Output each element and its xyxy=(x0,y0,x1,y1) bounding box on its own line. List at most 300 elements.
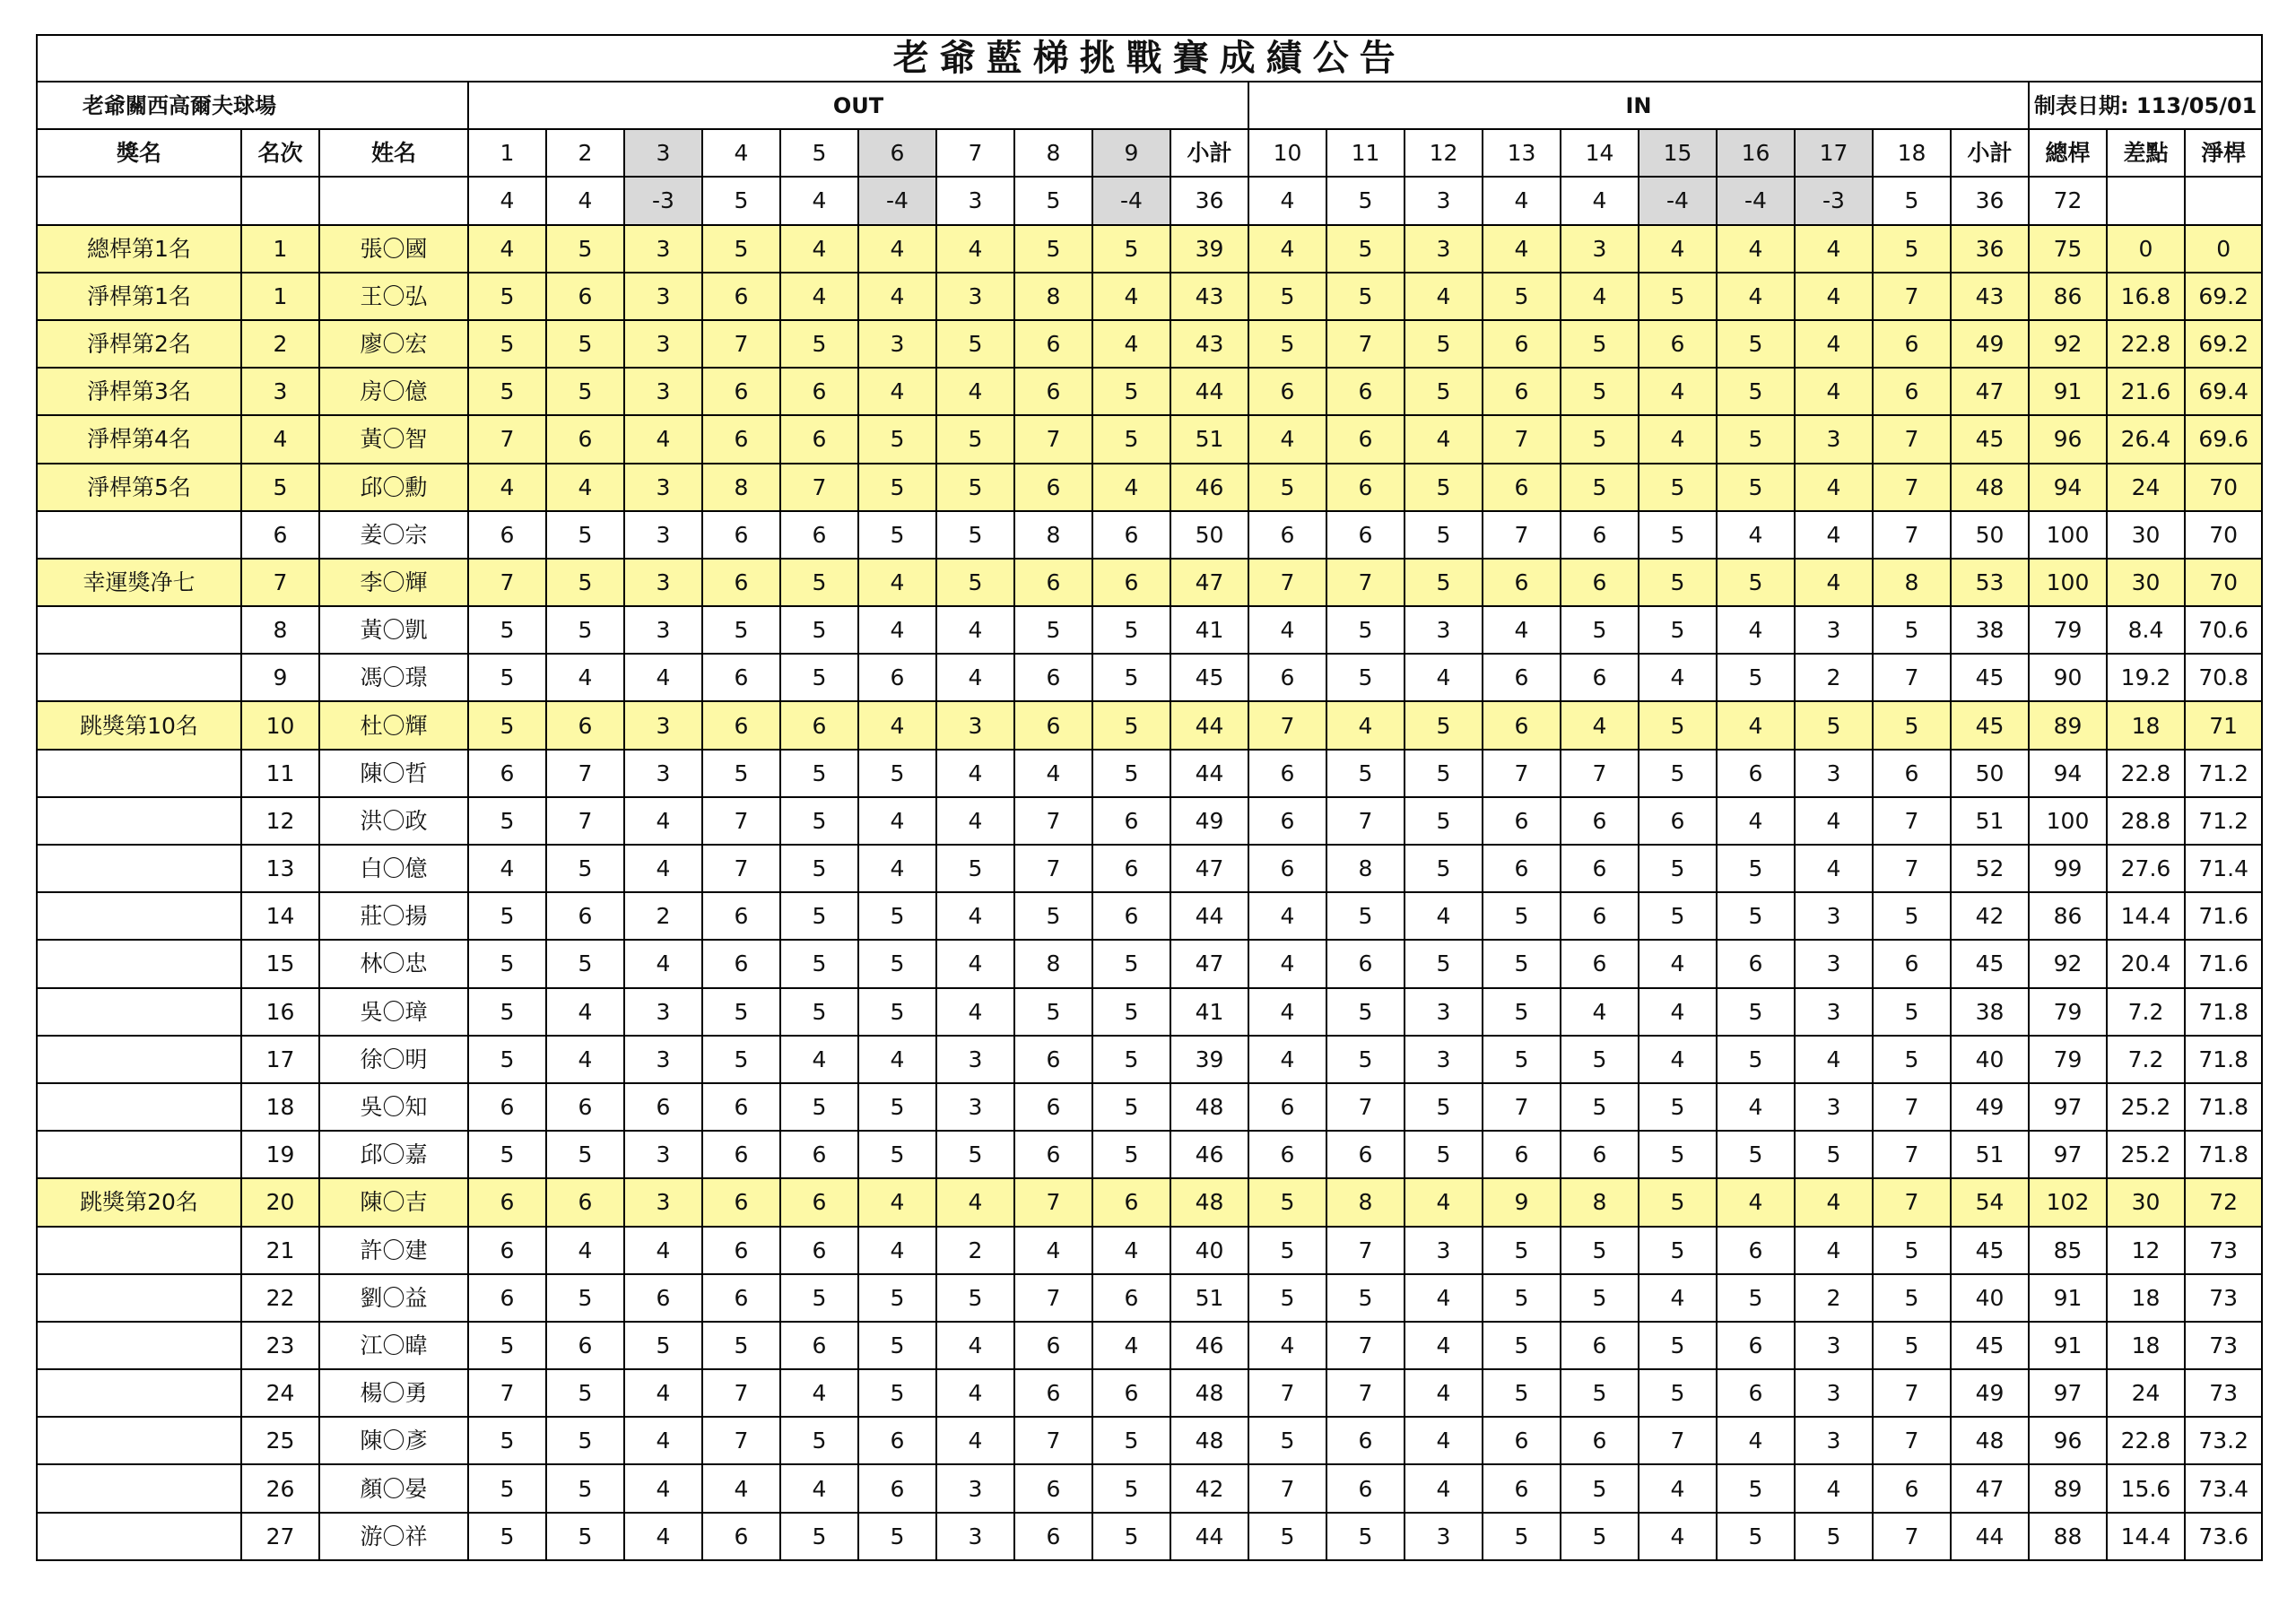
net-cell: 71 xyxy=(2185,701,2262,749)
player-name-cell: 洪〇政 xyxy=(319,797,468,845)
hole-score-cell: 5 xyxy=(1326,606,1405,654)
hole-score-cell: 4 xyxy=(624,845,702,892)
gross-cell: 97 xyxy=(2029,1083,2107,1131)
hole-score-cell: 7 xyxy=(1014,845,1092,892)
hole-score-cell: 6 xyxy=(702,1178,780,1226)
hole-score-cell: 6 xyxy=(780,368,858,415)
hole-score-cell: 5 xyxy=(468,654,546,701)
hole-score-cell: 4 xyxy=(858,606,936,654)
rank-cell: 12 xyxy=(241,797,319,845)
in-label: IN xyxy=(1248,82,2029,129)
award-cell xyxy=(37,1227,241,1274)
award-cell: 淨桿第5名 xyxy=(37,464,241,511)
par-cell: 4 xyxy=(1248,177,1326,224)
hole-score-cell: 7 xyxy=(1639,1417,1717,1464)
hole-score-cell: 6 xyxy=(546,273,624,320)
hole-score-cell: 6 xyxy=(1717,1227,1795,1274)
hole-score-cell: 5 xyxy=(546,845,624,892)
hole-score-cell: 5 xyxy=(1014,225,1092,273)
hole-score-cell: 6 xyxy=(624,1274,702,1322)
hole-score-cell: 6 xyxy=(1717,750,1795,797)
net-cell: 70 xyxy=(2185,511,2262,559)
hole-score-cell: 6 xyxy=(1561,797,1639,845)
hole-score-cell: 3 xyxy=(624,464,702,511)
in-subtotal-cell: 49 xyxy=(1951,1083,2029,1131)
out-subtotal-cell: 45 xyxy=(1170,654,1248,701)
gross-cell: 91 xyxy=(2029,368,2107,415)
handicap-cell: 18 xyxy=(2107,1322,2185,1369)
hole-score-cell: 5 xyxy=(468,940,546,987)
player-name-cell: 邱〇勳 xyxy=(319,464,468,511)
hole-score-cell: 5 xyxy=(858,988,936,1036)
hole-score-cell: 5 xyxy=(936,415,1014,463)
hole-score-cell: 5 xyxy=(1639,701,1717,749)
par-cell: 36 xyxy=(1951,177,2029,224)
hole-score-cell: 7 xyxy=(1873,464,1951,511)
gross-cell: 89 xyxy=(2029,701,2107,749)
hole-score-cell: 4 xyxy=(1248,1036,1326,1083)
hole-score-cell: 5 xyxy=(1405,940,1483,987)
hole-11-header: 11 xyxy=(1326,129,1405,177)
hole-score-cell: 4 xyxy=(546,464,624,511)
hole-score-cell: 5 xyxy=(1873,988,1951,1036)
hole-score-cell: 5 xyxy=(468,701,546,749)
hole-score-cell: 6 xyxy=(468,1178,546,1226)
hole-score-cell: 7 xyxy=(1014,1178,1092,1226)
hole-score-cell: 4 xyxy=(1405,892,1483,940)
hole-score-cell: 4 xyxy=(1248,1322,1326,1369)
page-title: 老爺藍梯挑戰賽成績公告 xyxy=(37,35,2262,82)
hole-score-cell: 5 xyxy=(1326,750,1405,797)
hole-score-cell: 5 xyxy=(1483,1513,1561,1560)
hole-15-header: 15 xyxy=(1639,129,1717,177)
player-name-cell: 楊〇勇 xyxy=(319,1369,468,1417)
hole-score-cell: 5 xyxy=(858,464,936,511)
hole-score-cell: 4 xyxy=(1014,750,1092,797)
net-cell: 71.8 xyxy=(2185,1131,2262,1178)
net-cell: 71.4 xyxy=(2185,845,2262,892)
player-name-cell: 陳〇吉 xyxy=(319,1178,468,1226)
hole-score-cell: 4 xyxy=(1561,988,1639,1036)
hole-score-cell: 5 xyxy=(546,1464,624,1512)
hole-score-cell: 6 xyxy=(1248,750,1326,797)
gross-cell: 100 xyxy=(2029,559,2107,606)
hole-score-cell: 6 xyxy=(1561,511,1639,559)
hole-16-header: 16 xyxy=(1717,129,1795,177)
award-cell xyxy=(37,988,241,1036)
hole-score-cell: 6 xyxy=(780,1227,858,1274)
hole-score-cell: 5 xyxy=(1248,1178,1326,1226)
gross-cell: 94 xyxy=(2029,750,2107,797)
gross-cell: 89 xyxy=(2029,1464,2107,1512)
hole-score-cell: 6 xyxy=(1561,940,1639,987)
hole-10-header: 10 xyxy=(1248,129,1326,177)
hole-score-cell: 4 xyxy=(624,654,702,701)
hole-score-cell: 5 xyxy=(546,940,624,987)
hole-score-cell: 5 xyxy=(1717,415,1795,463)
hole-score-cell: 4 xyxy=(1092,1322,1170,1369)
hole-score-cell: 5 xyxy=(1639,464,1717,511)
hole-score-cell: 4 xyxy=(1248,606,1326,654)
hole-score-cell: 5 xyxy=(1639,1322,1717,1369)
hole-score-cell: 5 xyxy=(1717,654,1795,701)
hole-score-cell: 5 xyxy=(936,845,1014,892)
hole-score-cell: 3 xyxy=(624,606,702,654)
handicap-cell: 22.8 xyxy=(2107,750,2185,797)
hole-score-cell: 5 xyxy=(1092,1464,1170,1512)
net-cell: 73.6 xyxy=(2185,1513,2262,1560)
out-subtotal-cell: 47 xyxy=(1170,559,1248,606)
in-subtotal-cell: 36 xyxy=(1951,225,2029,273)
in-subtotal-cell: 42 xyxy=(1951,892,2029,940)
hole-score-cell: 5 xyxy=(468,1513,546,1560)
hole-score-cell: 9 xyxy=(1483,1178,1561,1226)
rank-cell: 21 xyxy=(241,1227,319,1274)
hole-score-cell: 6 xyxy=(1483,845,1561,892)
par-name-blank xyxy=(319,177,468,224)
net-cell: 0 xyxy=(2185,225,2262,273)
net-header: 淨桿 xyxy=(2185,129,2262,177)
hole-score-cell: 5 xyxy=(1483,1274,1561,1322)
hole-score-cell: 6 xyxy=(702,273,780,320)
hole-score-cell: 4 xyxy=(780,1464,858,1512)
hole-score-cell: 5 xyxy=(780,750,858,797)
net-cell: 73 xyxy=(2185,1369,2262,1417)
in-subtotal-cell: 47 xyxy=(1951,1464,2029,1512)
hole-score-cell: 4 xyxy=(702,1464,780,1512)
par-cell: 4 xyxy=(468,177,546,224)
hole-score-cell: 6 xyxy=(702,559,780,606)
hole-score-cell: 6 xyxy=(780,701,858,749)
hole-score-cell: 5 xyxy=(1092,1131,1170,1178)
hole-score-cell: 7 xyxy=(702,1369,780,1417)
hole-6-header: 6 xyxy=(858,129,936,177)
net-cell: 69.6 xyxy=(2185,415,2262,463)
hole-score-cell: 5 xyxy=(1873,892,1951,940)
handicap-cell: 27.6 xyxy=(2107,845,2185,892)
gross-cell: 85 xyxy=(2029,1227,2107,1274)
rank-cell: 3 xyxy=(241,368,319,415)
hole-score-cell: 8 xyxy=(702,464,780,511)
gross-cell: 75 xyxy=(2029,225,2107,273)
hole-score-cell: 5 xyxy=(1717,368,1795,415)
hole-score-cell: 3 xyxy=(1795,415,1873,463)
hole-score-cell: 3 xyxy=(1405,988,1483,1036)
hole-score-cell: 7 xyxy=(1873,1417,1951,1464)
out-subtotal-cell: 48 xyxy=(1170,1369,1248,1417)
out-subtotal-cell: 41 xyxy=(1170,606,1248,654)
rank-cell: 24 xyxy=(241,1369,319,1417)
hole-score-cell: 4 xyxy=(1717,1178,1795,1226)
hole-score-cell: 5 xyxy=(1561,368,1639,415)
hole-score-cell: 6 xyxy=(702,511,780,559)
player-name-cell: 姜〇宗 xyxy=(319,511,468,559)
hole-score-cell: 5 xyxy=(1639,1369,1717,1417)
hole-score-cell: 6 xyxy=(1014,1322,1092,1369)
hole-score-cell: 6 xyxy=(1483,464,1561,511)
hole-score-cell: 5 xyxy=(1639,511,1717,559)
hole-score-cell: 3 xyxy=(1795,892,1873,940)
table-row xyxy=(37,1227,2262,1274)
hole-score-cell: 4 xyxy=(936,1178,1014,1226)
hole-score-cell: 5 xyxy=(1405,1131,1483,1178)
award-cell xyxy=(37,1369,241,1417)
par-cell: 4 xyxy=(1483,177,1561,224)
hole-score-cell: 4 xyxy=(624,1417,702,1464)
hole-score-cell: 5 xyxy=(702,606,780,654)
hole-score-cell: 6 xyxy=(1326,1417,1405,1464)
handicap-cell: 15.6 xyxy=(2107,1464,2185,1512)
gross-cell: 100 xyxy=(2029,797,2107,845)
hole-score-cell: 5 xyxy=(468,1322,546,1369)
hole-score-cell: 4 xyxy=(546,654,624,701)
hole-score-cell: 4 xyxy=(1717,225,1795,273)
gross-cell: 79 xyxy=(2029,606,2107,654)
hole-score-cell: 5 xyxy=(1405,464,1483,511)
hole-score-cell: 6 xyxy=(1092,1369,1170,1417)
hole-score-cell: 6 xyxy=(1014,1513,1092,1560)
hole-2-header: 2 xyxy=(546,129,624,177)
hole-score-cell: 5 xyxy=(1639,273,1717,320)
hole-score-cell: 7 xyxy=(1873,1131,1951,1178)
hole-score-cell: 6 xyxy=(1561,654,1639,701)
hole-score-cell: 5 xyxy=(858,415,936,463)
hole-score-cell: 5 xyxy=(1561,1464,1639,1512)
gross-cell: 96 xyxy=(2029,1417,2107,1464)
hole-score-cell: 4 xyxy=(1639,988,1717,1036)
hole-score-cell: 6 xyxy=(1014,464,1092,511)
handicap-cell: 18 xyxy=(2107,701,2185,749)
handicap-cell: 25.2 xyxy=(2107,1083,2185,1131)
par-cell: -4 xyxy=(858,177,936,224)
hole-score-cell: 4 xyxy=(936,988,1014,1036)
gross-cell: 96 xyxy=(2029,415,2107,463)
hole-score-cell: 3 xyxy=(936,1083,1014,1131)
hole-score-cell: 4 xyxy=(936,606,1014,654)
hole-score-cell: 5 xyxy=(1639,845,1717,892)
hole-12-header: 12 xyxy=(1405,129,1483,177)
hole-score-cell: 4 xyxy=(1483,225,1561,273)
hole-score-cell: 5 xyxy=(1483,1036,1561,1083)
hole-score-cell: 5 xyxy=(1873,701,1951,749)
hole-score-cell: 5 xyxy=(1717,1464,1795,1512)
hole-score-cell: 5 xyxy=(1326,892,1405,940)
report-date: 制表日期: 113/05/01 xyxy=(2029,82,2262,129)
hole-score-cell: 5 xyxy=(1405,845,1483,892)
hole-score-cell: 5 xyxy=(1092,988,1170,1036)
out-subtotal-cell: 51 xyxy=(1170,1274,1248,1322)
hole-score-cell: 7 xyxy=(1873,1178,1951,1226)
gross-cell: 94 xyxy=(2029,464,2107,511)
hole-score-cell: 7 xyxy=(1326,1369,1405,1417)
out-subtotal-cell: 39 xyxy=(1170,225,1248,273)
hole-score-cell: 5 xyxy=(1405,559,1483,606)
hole-score-cell: 5 xyxy=(1717,320,1795,368)
hole-score-cell: 4 xyxy=(1405,273,1483,320)
hole-4-header: 4 xyxy=(702,129,780,177)
hole-score-cell: 6 xyxy=(468,511,546,559)
in-subtotal-cell: 40 xyxy=(1951,1274,2029,1322)
rank-cell: 1 xyxy=(241,273,319,320)
hole-score-cell: 7 xyxy=(1326,797,1405,845)
net-cell: 69.2 xyxy=(2185,320,2262,368)
hole-score-cell: 6 xyxy=(1717,1369,1795,1417)
handicap-cell: 16.8 xyxy=(2107,273,2185,320)
hole-score-cell: 5 xyxy=(1483,1369,1561,1417)
hole-score-cell: 6 xyxy=(546,415,624,463)
player-name-cell: 陳〇彥 xyxy=(319,1417,468,1464)
net-cell: 73.4 xyxy=(2185,1464,2262,1512)
hole-score-cell: 4 xyxy=(858,273,936,320)
out-subtotal-cell: 40 xyxy=(1170,1227,1248,1274)
rank-cell: 4 xyxy=(241,415,319,463)
hole-score-cell: 4 xyxy=(780,273,858,320)
hole-score-cell: 6 xyxy=(702,1274,780,1322)
hole-score-cell: 5 xyxy=(1639,1083,1717,1131)
hole-score-cell: 5 xyxy=(546,1513,624,1560)
hole-score-cell: 4 xyxy=(546,988,624,1036)
hole-score-cell: 4 xyxy=(1795,1036,1873,1083)
hole-14-header: 14 xyxy=(1561,129,1639,177)
rank-header: 名次 xyxy=(241,129,319,177)
rank-cell: 15 xyxy=(241,940,319,987)
hole-score-cell: 3 xyxy=(1795,1369,1873,1417)
hole-score-cell: 5 xyxy=(936,320,1014,368)
hole-score-cell: 5 xyxy=(1248,1513,1326,1560)
rank-cell: 11 xyxy=(241,750,319,797)
hole-score-cell: 4 xyxy=(936,750,1014,797)
hole-score-cell: 5 xyxy=(1405,368,1483,415)
hole-score-cell: 6 xyxy=(1717,1322,1795,1369)
net-cell: 70.8 xyxy=(2185,654,2262,701)
hole-score-cell: 5 xyxy=(858,1322,936,1369)
par-net-blank xyxy=(2185,177,2262,224)
par-rank-blank xyxy=(241,177,319,224)
in-subtotal-cell: 48 xyxy=(1951,1417,2029,1464)
hole-score-cell: 4 xyxy=(1248,988,1326,1036)
hole-score-cell: 5 xyxy=(1248,320,1326,368)
hole-score-cell: 5 xyxy=(1248,1417,1326,1464)
hole-score-cell: 4 xyxy=(1795,559,1873,606)
par-cell: 5 xyxy=(1873,177,1951,224)
hole-score-cell: 5 xyxy=(1873,606,1951,654)
rank-cell: 13 xyxy=(241,845,319,892)
hole-score-cell: 4 xyxy=(624,1464,702,1512)
hole-score-cell: 7 xyxy=(1873,511,1951,559)
gross-cell: 91 xyxy=(2029,1322,2107,1369)
hole-score-cell: 5 xyxy=(1561,415,1639,463)
hole-score-cell: 4 xyxy=(936,1417,1014,1464)
hole-score-cell: 6 xyxy=(1326,511,1405,559)
hole-score-cell: 8 xyxy=(1326,845,1405,892)
net-cell: 71.2 xyxy=(2185,750,2262,797)
award-cell xyxy=(37,940,241,987)
table-row xyxy=(37,654,2262,701)
hole-score-cell: 5 xyxy=(1873,1227,1951,1274)
out-subtotal-cell: 44 xyxy=(1170,368,1248,415)
hole-score-cell: 6 xyxy=(1326,368,1405,415)
hole-score-cell: 5 xyxy=(858,1513,936,1560)
hole-5-header: 5 xyxy=(780,129,858,177)
player-name-cell: 許〇建 xyxy=(319,1227,468,1274)
hole-score-cell: 5 xyxy=(1639,559,1717,606)
venue-name: 老爺關西高爾夫球場 xyxy=(37,82,468,129)
hole-score-cell: 3 xyxy=(624,273,702,320)
hole-score-cell: 4 xyxy=(1405,1178,1483,1226)
hole-score-cell: 6 xyxy=(1561,1322,1639,1369)
hole-score-cell: 5 xyxy=(1483,273,1561,320)
award-header: 獎名 xyxy=(37,129,241,177)
hole-score-cell: 4 xyxy=(1405,1417,1483,1464)
table-row xyxy=(37,415,2262,463)
hole-score-cell: 4 xyxy=(1405,1322,1483,1369)
hole-score-cell: 5 xyxy=(1639,606,1717,654)
award-cell xyxy=(37,1083,241,1131)
award-cell: 跳獎第10名 xyxy=(37,701,241,749)
hole-score-cell: 8 xyxy=(1014,511,1092,559)
hole-score-cell: 5 xyxy=(1405,701,1483,749)
hole-score-cell: 2 xyxy=(1795,1274,1873,1322)
in-subtotal-cell: 49 xyxy=(1951,320,2029,368)
hole-score-cell: 6 xyxy=(1014,701,1092,749)
hole-score-cell: 5 xyxy=(1248,464,1326,511)
hole-score-cell: 3 xyxy=(624,750,702,797)
in-subtotal-cell: 51 xyxy=(1951,797,2029,845)
rank-cell: 5 xyxy=(241,464,319,511)
hole-score-cell: 4 xyxy=(1795,1178,1873,1226)
name-header: 姓名 xyxy=(319,129,468,177)
hole-score-cell: 4 xyxy=(1639,1274,1717,1322)
hole-score-cell: 5 xyxy=(858,511,936,559)
hole-score-cell: 5 xyxy=(1405,1083,1483,1131)
hole-score-cell: 4 xyxy=(858,1036,936,1083)
hole-score-cell: 6 xyxy=(1561,1131,1639,1178)
hole-score-cell: 6 xyxy=(702,654,780,701)
out-subtotal-cell: 48 xyxy=(1170,1417,1248,1464)
out-subtotal-cell: 42 xyxy=(1170,1464,1248,1512)
hole-score-cell: 4 xyxy=(1405,1369,1483,1417)
hole-score-cell: 6 xyxy=(1483,701,1561,749)
hole-score-cell: 7 xyxy=(1483,415,1561,463)
hole-8-header: 8 xyxy=(1014,129,1092,177)
net-cell: 71.8 xyxy=(2185,1083,2262,1131)
in-subtotal-cell: 50 xyxy=(1951,511,2029,559)
hole-score-cell: 5 xyxy=(1561,1227,1639,1274)
par-cell: 4 xyxy=(1561,177,1639,224)
hole-score-cell: 5 xyxy=(1248,1227,1326,1274)
hole-score-cell: 7 xyxy=(1873,1513,1951,1560)
gross-cell: 97 xyxy=(2029,1131,2107,1178)
hole-score-cell: 7 xyxy=(1248,1464,1326,1512)
hole-score-cell: 3 xyxy=(936,1036,1014,1083)
hole-score-cell: 6 xyxy=(702,1227,780,1274)
hole-score-cell: 6 xyxy=(1014,1036,1092,1083)
award-cell: 淨桿第1名 xyxy=(37,273,241,320)
hole-score-cell: 4 xyxy=(1795,511,1873,559)
hole-score-cell: 6 xyxy=(858,1464,936,1512)
hole-score-cell: 6 xyxy=(624,1083,702,1131)
rank-cell: 6 xyxy=(241,511,319,559)
hole-score-cell: 5 xyxy=(546,1131,624,1178)
hole-score-cell: 6 xyxy=(1483,1131,1561,1178)
award-cell xyxy=(37,1322,241,1369)
hole-score-cell: 5 xyxy=(780,1513,858,1560)
hole-score-cell: 6 xyxy=(1873,750,1951,797)
hole-score-cell: 5 xyxy=(1092,1513,1170,1560)
gross-cell: 79 xyxy=(2029,1036,2107,1083)
hole-score-cell: 5 xyxy=(1092,1083,1170,1131)
hole-score-cell: 7 xyxy=(1873,415,1951,463)
